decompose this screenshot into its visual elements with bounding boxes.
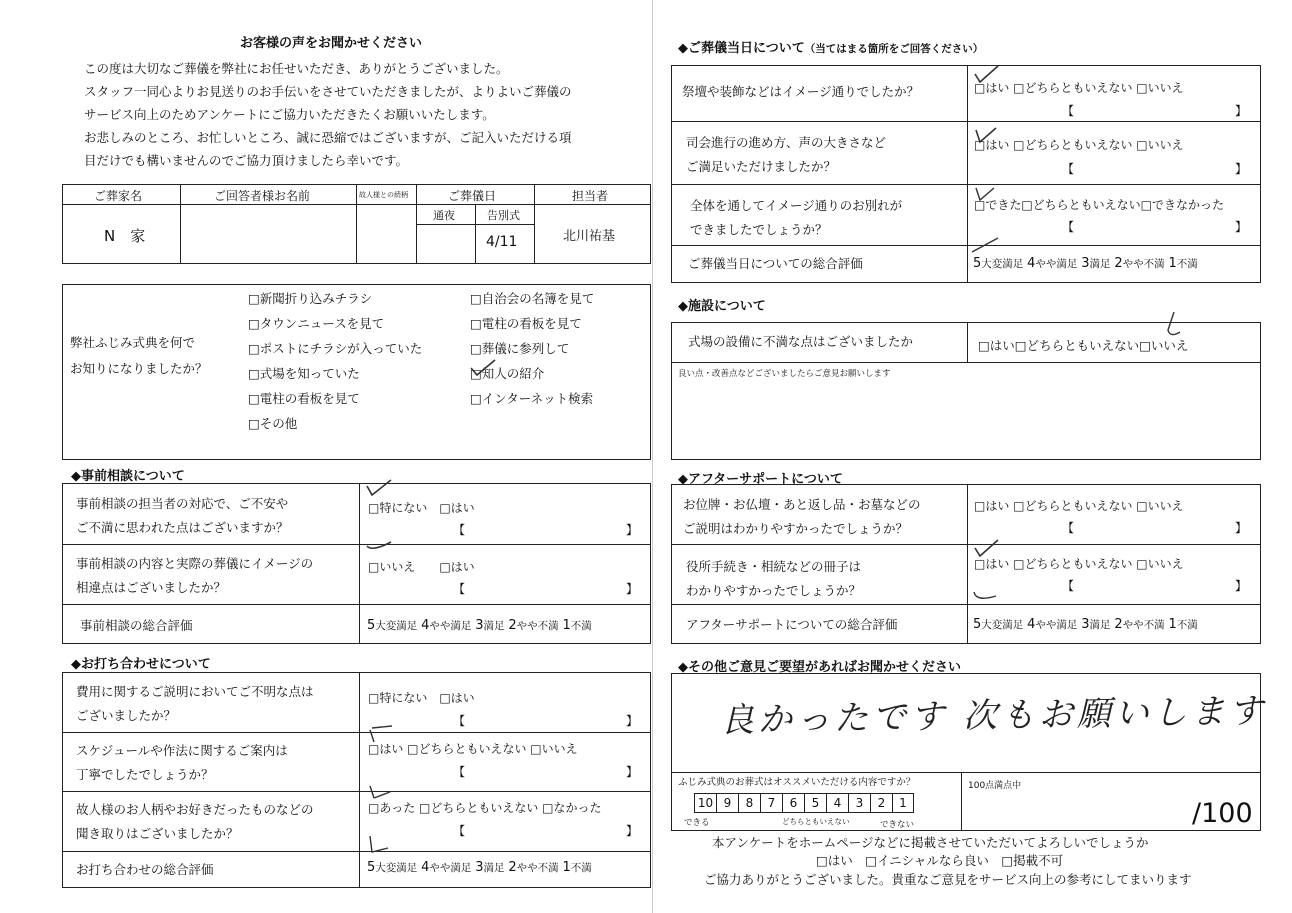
kokubetsu-value: 4/11 [486,234,518,250]
after-support-q2: 役所手続き・相続などの冊子は わかりやすかったでしょうか？ [686,559,862,598]
option-pole-sign[interactable]: □電柱の看板を見て [248,391,360,406]
section-heading-after-support: ◆アフターサポートについて [678,472,843,487]
funeral-day-q2-bracket-open: 【 [1062,162,1075,176]
scale-9[interactable]: 9 [716,793,738,813]
funeral-day-q3: 全体を通してイメージ通りのお別れが できましたでしょうか？ [690,198,903,237]
meeting-q2-bracket-close: 】 [626,765,639,779]
meeting-q1: 費用に関するご説明においてご不明な点は ございましたか？ [76,684,314,723]
col-family-name: ご葬家名 [94,189,143,203]
recommend-scale[interactable] [694,793,914,813]
funeral-day-q4: ご葬儀当日についての総合評価 [688,256,863,271]
meeting-rating[interactable]: 5大変満足 4やや満足 3満足 2やや不満 1不満 [367,860,592,875]
score-label: 100点満点中 [968,781,1022,791]
meeting-q2-options[interactable]: □はい □どちらともいえない □いいえ [368,742,578,756]
source-options-left [248,286,422,436]
meeting-q2-bracket-open: 【 [453,765,466,779]
after-support-q1-bracket-close: 】 [1235,521,1248,535]
after-support-q1: お位牌・お仏壇・あと返し品・お墓などの ご説明はわかりやすかったでしょうか？ [683,497,921,536]
pre-consult-q2-bracket-open: 【 [453,582,466,596]
funeral-day-q1: 祭壇や装飾などはイメージ通りでしたか？ [682,84,920,99]
meeting-q2: スケジュールや作法に関するご案内は 丁寧でしたでしょうか？ [76,743,288,782]
check-mark-icon [364,534,394,554]
thanks-message: ご協力ありがとうございました。貴重なご意見をサービス向上の参考にしてまいります [704,872,1192,887]
facility-comment-label: 良い点・改善点などございましたらご意見お願いします [678,369,891,379]
col-kokubetsu: 告別式 [487,209,520,222]
option-town-news[interactable]: □タウンニュースを見て [248,316,385,331]
scale-1[interactable]: 1 [892,793,914,813]
option-neighborhood-list[interactable]: □自治会の名簿を見て [470,291,595,306]
pre-consult-q2: 事前相談の内容と実際の葬儀にイメージの 相違点はございましたか？ [76,556,314,595]
funeral-day-q2: 司会進行の進め方、声の大きさなど ご満足いただけましたか？ [686,135,887,174]
section-heading-pre-consult: ◆事前相談について [71,469,185,484]
check-mark-icon [972,538,1002,558]
option-pole-sign-2[interactable]: □電柱の看板を見て [470,316,582,331]
scale-4[interactable]: 4 [826,793,848,813]
col-tsuya: 通夜 [433,209,455,222]
scale-3[interactable]: 3 [848,793,870,813]
intro-text: この度は大切なご葬儀を弊社にお任せいただき、ありがとうございました。 スタッフ一同心よりお見送りのお手伝いをさせていただきましたが、よりよいご葬儀の サービス向上のためアンケートにご協力いただきたくお願いいたします。 お悲しみのところ、お忙しいところ、誠に恐縮ではございますが、ご記入いただける項 目だけでも構いませんのでご協力頂けましたら幸いです。 [84,61,572,168]
score-value[interactable]: /100 [1192,798,1253,829]
meeting-q4: お打ち合わせの総合評価 [76,862,214,877]
check-mark-icon [972,64,1002,84]
meeting-q3-options[interactable]: □あった □どちらともいえない □なかった [368,801,602,815]
col-respondent-name: ご回答者様お名前 [214,189,311,203]
after-support-q2-bracket-open: 【 [1062,579,1075,593]
pre-consult-q3: 事前相談の総合評価 [80,618,193,633]
scale-right-label: できない [880,820,915,830]
option-internet[interactable]: □インターネット検索 [470,391,594,406]
pre-consult-q1-bracket-open: 【 [453,523,466,537]
section-heading-other: ◆その他ご意見ご要望があればお聞かせください [678,660,961,675]
after-support-q2-bracket-close: 】 [1235,579,1248,593]
publish-options[interactable]: □はい □イニシャルなら良い □掲載不可 [816,853,1064,868]
publish-question: 本アンケートをホームページなどに掲載させていただいてよろしいでしょうか [712,835,1149,850]
check-mark-icon [468,358,498,378]
col-staff: 担当者 [572,189,609,203]
facility-q1-options[interactable]: □はい□どちらともいえない□いいえ [978,338,1189,353]
after-support-rating[interactable]: 5大変満足 4やや満足 3満足 2やや不満 1不満 [973,617,1198,632]
option-newspaper-insert[interactable]: □新聞折り込みチラシ [248,291,373,306]
meeting-q1-bracket-close: 】 [626,714,639,728]
check-mark-icon [366,724,396,744]
after-support-q3: アフターサポートについての総合評価 [686,617,898,632]
scale-6[interactable]: 6 [782,793,804,813]
after-support-q2-options[interactable]: □はい □どちらともいえない □いいえ [974,557,1184,571]
meeting-q3-bracket-open: 【 [453,824,466,838]
source-options-right [470,286,594,411]
meeting-q1-options[interactable]: □特にない □はい [368,691,475,705]
section-heading-funeral-day: ◆ご葬儀当日について（当てはまる箇所をご回答ください） [678,41,984,56]
facility-comment-field[interactable] [674,380,1258,458]
funeral-day-q3-options[interactable]: □できた□どちらともいえない□できなかった [974,198,1225,212]
pre-consult-q1-bracket-close: 】 [626,523,639,537]
pre-consult-q2-bracket-close: 】 [626,582,639,596]
page-fold [652,0,653,913]
after-support-q1-options[interactable]: □はい □どちらともいえない □いいえ [974,499,1184,513]
option-attended-funeral[interactable]: □葬儀に参列して [470,341,570,356]
scale-2[interactable]: 2 [870,793,892,813]
pre-consult-rating[interactable]: 5大変満足 4やや満足 3満足 2やや不満 1不満 [367,618,592,633]
pre-consult-q1: 事前相談の担当者の対応で、ご不安や ご不満に思われた点はございますか？ [76,496,289,535]
scale-left-label: できる [684,818,710,828]
check-mark-icon [970,588,1000,608]
source-question: 弊社ふじみ式典を何で お知りになりましたか？ [70,335,208,376]
section-heading-facility: ◆施設について [678,299,766,314]
option-other[interactable]: □その他 [248,416,298,431]
meeting-q1-bracket-open: 【 [453,714,466,728]
check-mark-icon [972,182,1002,202]
pre-consult-q1-options[interactable]: □特にない □はい [368,501,475,515]
facility-q1: 式場の設備に不満な点はございましたか [688,334,914,349]
check-mark-icon [970,234,1000,254]
option-knew-venue[interactable]: □式場を知っていた [248,366,360,381]
check-mark-icon [366,834,396,854]
scale-10[interactable]: 10 [694,793,716,813]
check-mark-icon [364,478,394,498]
option-acquaintance[interactable]: □知人の紹介 [470,366,545,381]
check-mark-icon [972,124,1002,144]
meeting-q3: 故人様のお人柄やお好きだったものなどの 聞き取りはございましたか？ [76,802,314,841]
option-post-flyer[interactable]: □ポストにチラシが入っていた [248,341,423,356]
funeral-day-q2-options[interactable]: □はい □どちらともいえない □いいえ [974,138,1184,152]
funeral-day-rating[interactable]: 5大変満足 4やや満足 3満足 2やや不満 1不満 [973,256,1198,271]
pre-consult-q2-options[interactable]: □いいえ □はい [368,560,475,574]
funeral-day-q2-bracket-close: 】 [1235,162,1248,176]
check-mark-icon [366,780,396,800]
check-mark-icon [1156,310,1186,340]
funeral-day-q1-options[interactable]: □はい □どちらともいえない □いいえ [974,81,1184,95]
col-funeral-date: ご葬儀日 [448,189,497,203]
scale-5[interactable]: 5 [804,793,826,813]
funeral-day-q1-bracket-open: 【 [1062,104,1075,118]
after-support-q1-bracket-open: 【 [1062,521,1075,535]
recommend-question: ふじみ式典のお葬式はオススメいただける内容ですか？ [678,777,916,788]
scale-7[interactable]: 7 [760,793,782,813]
col-relation: 故人様との続柄 [359,191,408,199]
survey-title: お客様の声をお聞かせください [240,36,423,51]
meeting-q3-bracket-close: 】 [626,824,639,838]
section-heading-meeting: ◆お打ち合わせについて [71,657,211,672]
funeral-day-q1-bracket-close: 】 [1235,104,1248,118]
funeral-day-q3-bracket-close: 】 [1235,220,1248,234]
family-name-value: N 家 [104,227,146,245]
scale-8[interactable]: 8 [738,793,760,813]
funeral-day-q3-bracket-open: 【 [1062,220,1075,234]
handwritten-comment: 良かったです 次もお願いします [719,691,1268,741]
staff-value: 北川祐基 [563,229,616,244]
scale-mid-label: どちらともいえない [782,817,850,826]
